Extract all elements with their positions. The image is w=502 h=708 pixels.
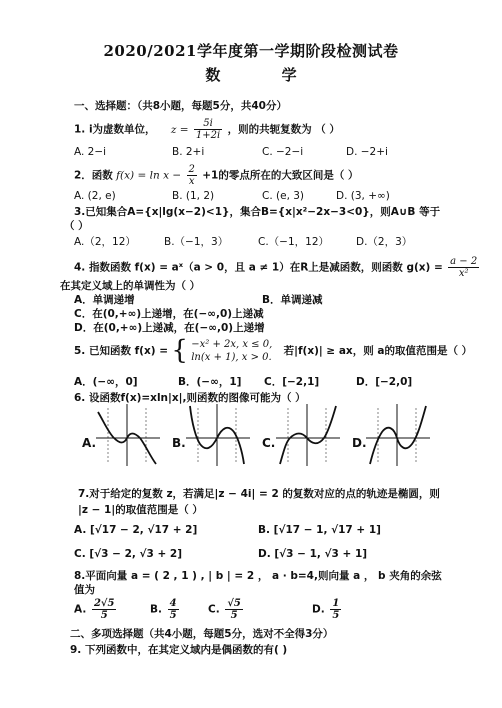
q1-fraction — [194, 118, 222, 141]
q3-option-b: B.（−1，3） — [164, 236, 229, 248]
graph-b-label: B. — [172, 436, 186, 450]
q8-option-b-label: B. — [150, 603, 162, 616]
q2-fx: f(x) = ln x − — [116, 169, 182, 182]
q8-option-a-den: 5 — [100, 610, 108, 621]
q5-stem-a: 5. 已知函数 f(x) = — [74, 345, 168, 357]
q2-stem-b: +1的零点所在的大致区间是（ ） — [202, 169, 359, 182]
q8-option-a-num: 2√5 — [93, 598, 115, 609]
q4-frac-num: a − 2 — [450, 256, 478, 267]
q1-frac-den: 1+2i — [195, 130, 221, 141]
graph-b — [184, 402, 252, 468]
q4-stem-b: 在其定义域上的单调性为（ ） — [60, 280, 201, 292]
q2-option-d: D. (3, +∞) — [336, 190, 390, 202]
question-6: 6. 设函数f(x)=xln|x|,则函数的图像可能为（ ） — [74, 392, 306, 404]
q8-option-c-frac — [225, 598, 243, 621]
q4-option-c: C．在(0,+∞)上递增，在(−∞,0)上递减 — [74, 308, 264, 320]
q2-option-b: B. (1, 2) — [172, 190, 215, 202]
q4-stem-a: 4. 指数函数 f(x) = aˣ（a > 0，且 a ≠ 1）在R上是减函数，则函数 g(x) = — [74, 261, 443, 274]
q8-option-d-den: 5 — [332, 610, 340, 621]
graph-a — [94, 402, 162, 468]
q8-option-d-label: D. — [312, 603, 325, 616]
q8-option-c — [208, 598, 245, 621]
q4-option-d: D．在(0,+∞)上递减，在(−∞,0)上递增 — [74, 322, 265, 334]
question-9: 9. 下列函数中，在其定义域内是偶函数的有( ) — [70, 644, 288, 656]
q8-option-d-frac — [330, 598, 341, 621]
exam-title: 2020/2021学年度第一学期阶段检测试卷 — [103, 42, 399, 60]
q8-option-d-num: 1 — [332, 598, 340, 609]
graph-a-label: A. — [82, 436, 97, 450]
q7-option-b: B. [√17 − 1, √17 + 1] — [258, 524, 381, 536]
q5-stem-b: 若|f(x)| ≥ ax，则 a的取值范围是（ ） — [283, 345, 473, 357]
question-1 — [74, 118, 340, 141]
q3-option-c: C.（−1，12） — [258, 236, 330, 248]
q8-stem-b: 值为 — [74, 584, 95, 596]
q5-piece-1: −x² + 2x, x ≤ 0, — [191, 339, 273, 350]
section-2-heading: 二、多项选择题（共4小题，每题5分，选对不全得3分） — [70, 628, 334, 640]
question-5 — [74, 335, 473, 366]
q1-option-d: D. −2+i — [346, 146, 388, 158]
q7-option-a: A. [√17 − 2, √17 + 2] — [74, 524, 198, 536]
q5-option-d: D．[−2,0] — [356, 376, 413, 388]
q3-option-a: A.（2，12） — [74, 236, 136, 248]
q1-stem-b: ，则的共轭复数为 （ ） — [227, 123, 340, 136]
q7-option-c: C. [√3 − 2, √3 + 2] — [74, 548, 183, 560]
question-4 — [74, 256, 481, 279]
q8-option-b-num: 4 — [169, 598, 177, 609]
question-8: 8.平面向量 a = ( 2 , 1 ) , | b | = 2 ， a · b=4,则向量 a ， b 夹角的余弦 — [74, 570, 442, 582]
graph-c-label: C. — [262, 436, 276, 450]
q5-pieces — [191, 338, 272, 364]
section-1-heading: 一、选择题：（共8小题，每题5分，共40分） — [74, 100, 287, 112]
q1-frac-num: 5i — [194, 118, 222, 130]
q1-option-b: B. 2+i — [172, 146, 205, 158]
q8-option-c-label: C. — [208, 603, 220, 616]
q1-stem-a: 1. i为虚数单位， — [74, 123, 156, 136]
question-2 — [74, 164, 358, 187]
q8-option-b-frac — [168, 598, 179, 621]
q2-frac-den: x — [188, 176, 195, 187]
q2-fraction — [187, 164, 197, 187]
q2-frac-num: 2 — [188, 164, 195, 175]
q8-option-a — [74, 598, 118, 621]
q8-option-a-frac — [92, 598, 117, 621]
q5-brace: { — [171, 335, 188, 366]
question-3: 3.已知集合A={x|lg(x−2)<1}，集合B={x|x²−2x−3<0}，则A∪B 等于 — [74, 206, 441, 218]
q2-option-c: C. (e, 3) — [262, 190, 305, 202]
q8-option-d — [312, 598, 343, 621]
q7-stem-b: |z − 1|的取值范围是（ ） — [78, 504, 203, 516]
q5-option-b: B．(−∞，1] — [178, 376, 242, 388]
q8-option-a-label: A. — [74, 603, 87, 616]
q4-option-b: B．单调递减 — [262, 294, 323, 306]
q5-option-a: A．(−∞，0] — [74, 376, 138, 388]
q8-option-b-den: 5 — [169, 610, 177, 621]
q2-stem-a: 2．函数 — [74, 169, 113, 182]
q5-piece-2: ln(x + 1), x > 0. — [191, 352, 272, 363]
q2-option-a: A. (2, e) — [74, 190, 116, 202]
graph-c — [274, 402, 342, 468]
q8-option-c-den: 5 — [230, 610, 238, 621]
q1-option-c: C. −2−i — [262, 146, 304, 158]
q1-z-eq: z = — [170, 123, 189, 136]
graph-d — [364, 402, 432, 468]
q4-frac-den: x² — [458, 268, 469, 279]
q7-option-d: D. [√3 − 1, √3 + 1] — [258, 548, 368, 560]
question-7: 7.对于给定的复数 z，若满足|z − 4i| = 2 的复数对应的点的轨迹是椭圆，则 — [78, 488, 440, 500]
q3-option-d: D.（2，3） — [356, 236, 413, 248]
q5-option-c: C．[−2,1] — [264, 376, 320, 388]
q4-option-a: A．单调递增 — [74, 294, 135, 306]
q8-option-c-num: √5 — [227, 598, 241, 609]
q8-option-b — [150, 598, 181, 621]
q4-fraction — [448, 256, 479, 279]
q3-paren: （ ） — [64, 220, 89, 232]
subject-title: 数 学 — [205, 66, 325, 84]
q1-option-a: A. 2−i — [74, 146, 107, 158]
graph-d-label: D. — [352, 436, 367, 450]
